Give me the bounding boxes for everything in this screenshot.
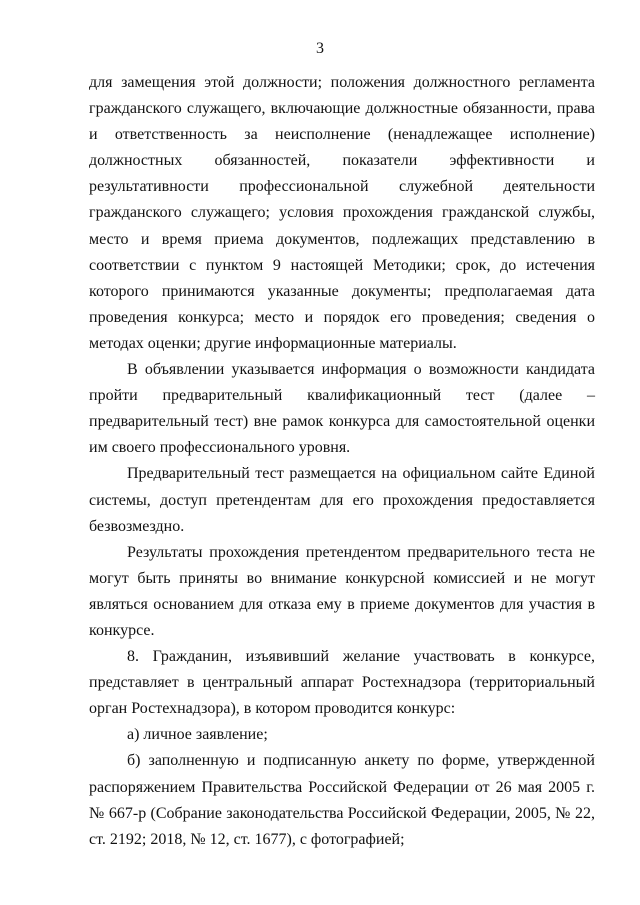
list-item-b: б) заполненную и подписанную анкету по форме, утвержденной распоряжением Правительства Российской Федерации от 26 мая 2005 г. № 667-р (Собрание законодательства Российской Федерации, 2005, № 22, ст. 2192; 2018, № 12, ст. 1677), с фотографией; xyxy=(89,752,595,848)
paragraph-clause-8: 8. Гражданин, изъявивший желание участвовать в конкурсе, представляет в центральный аппарат Ростехнадзора (территориальный орган Ростехнадзора), в котором проводится конкурс: xyxy=(89,648,595,718)
page-number: 3 xyxy=(316,40,324,57)
paragraph-position-details: для замещения этой должности; положения должностного регламента гражданского служащего, включающие должностные обязанности, права и ответственность за неисполнение (ненадлежащее исполнение) должностных обязанностей, показатели эффективности и результативности профессиональной служебной деятельности гражданского служащего; условия прохождения гражданской службы, место и время приема документов, подлежащих представлению в соответствии с пунктом 9 настоящей Методики; срок, до истечения которого принимаются указанные документы; предполагаемая дата проведения конкурса; место и порядок его проведения; сведения о методах оценки; другие информационные материалы. xyxy=(89,74,595,352)
paragraph-preliminary-test-info: В объявлении указывается информация о возможности кандидата пройти предварительный квалификационный тест (далее – предварительный тест) вне рамок конкурса для самостоятельной оценки им своего профессионального уровня. xyxy=(89,361,595,457)
paragraph-test-results: Результаты прохождения претендентом предварительного теста не могут быть приняты во внимание конкурсной комиссией и не могут являться основанием для отказа ему в приеме документов для участия в конкурсе. xyxy=(89,543,595,639)
document-body xyxy=(89,70,595,853)
list-item-a: а) личное заявление; xyxy=(127,726,268,744)
paragraph-test-placement: Предварительный тест размещается на официальном сайте Единой системы, доступ претендентам для его прохождения предоставляется безвозмездно. xyxy=(89,465,595,535)
